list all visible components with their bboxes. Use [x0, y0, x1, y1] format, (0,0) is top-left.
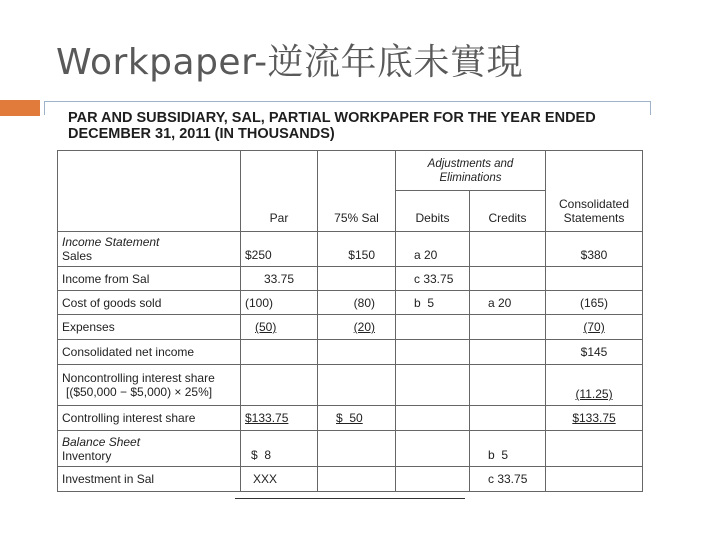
cell-sal-wrap	[318, 406, 396, 431]
row-label: Controlling interest share	[58, 406, 241, 431]
cell-consolidated: (11.25)	[575, 387, 613, 401]
cell-debits	[396, 406, 470, 431]
cell-credits: b 5	[470, 431, 546, 467]
header-adjustments-line2: Eliminations	[439, 171, 502, 184]
cell-consolidated	[546, 467, 643, 492]
row-label: Income from Sal	[58, 267, 241, 291]
cell-debits	[396, 315, 470, 340]
cell-par: $ 8	[241, 431, 318, 467]
header-adjustments	[396, 151, 546, 191]
row-label	[58, 365, 241, 406]
header-adjustments-line1: Adjustments and	[427, 157, 514, 170]
cell-consolidated	[546, 431, 643, 467]
frame-right-tick	[650, 101, 651, 115]
header-consolidated	[546, 151, 643, 232]
cell-par-wrap	[241, 406, 318, 431]
frame-top-rule	[44, 101, 650, 102]
cell-sal	[318, 267, 396, 291]
table-row	[58, 267, 643, 291]
cell-consolidated: $380	[546, 232, 643, 267]
table-row	[58, 431, 643, 467]
workpaper-title	[68, 110, 596, 142]
table-row	[58, 340, 643, 365]
cell-debits	[396, 467, 470, 492]
cell-credits	[470, 232, 546, 267]
cell-debits: a 20	[396, 232, 470, 267]
row-label: Consolidated net income	[58, 340, 241, 365]
slide-title: Workpaper-逆流年底未實現	[56, 42, 524, 83]
cell-par: (50)	[255, 320, 277, 334]
cell-sal-wrap	[318, 315, 396, 340]
header-blank-label	[58, 151, 241, 232]
table-row	[58, 406, 643, 431]
cell-debits: c 33.75	[396, 267, 470, 291]
cell-sal: (20)	[353, 320, 375, 334]
cell-par: $250	[241, 232, 318, 267]
cell-credits	[470, 406, 546, 431]
cell-debits	[396, 431, 470, 467]
bottom-rule	[235, 498, 465, 499]
header-par: Par	[241, 151, 318, 232]
row-label: Cost of goods sold	[58, 291, 241, 315]
accent-bar	[0, 100, 40, 116]
cell-debits: b 5	[396, 291, 470, 315]
section-heading-balance-sheet: Balance Sheet	[62, 434, 141, 449]
cell-par: $133.75	[245, 411, 289, 425]
cell-par: 33.75	[241, 267, 318, 291]
cell-sal: $ 50	[336, 411, 363, 425]
workpaper-title-line1: PAR AND SUBSIDIARY, SAL, PARTIAL WORKPAPER FOR THE YEAR ENDED	[68, 110, 596, 126]
cell-sal: $150	[318, 232, 396, 267]
row-label-text: Inventory	[62, 448, 112, 463]
header-consolidated-line2: Statements	[563, 211, 625, 225]
cell-consolidated: $133.75	[572, 411, 616, 425]
cell-sal	[318, 340, 396, 365]
cell-consolidated-wrap	[546, 365, 643, 406]
cell-credits	[470, 365, 546, 406]
header-credits: Credits	[470, 191, 546, 232]
cell-consolidated: (165)	[546, 291, 643, 315]
header-debits: Debits	[396, 191, 470, 232]
cell-sal	[318, 431, 396, 467]
cell-consolidated-wrap	[546, 406, 643, 431]
header-sal: 75% Sal	[318, 151, 396, 232]
cell-credits: a 20	[470, 291, 546, 315]
cell-sal: (80)	[318, 291, 396, 315]
table-row	[58, 291, 643, 315]
cell-par	[241, 340, 318, 365]
row-label: Investment in Sal	[58, 467, 241, 492]
workpaper-table-container	[57, 150, 642, 492]
row-label	[58, 431, 241, 467]
table-row	[58, 365, 643, 406]
header-consolidated-line1: Consolidated	[558, 197, 630, 211]
workpaper-title-line2: DECEMBER 31, 2011 (IN THOUSANDS)	[68, 126, 335, 142]
cell-consolidated: (70)	[583, 320, 605, 334]
row-label	[58, 232, 241, 267]
cell-par	[241, 365, 318, 406]
section-heading-income-statement: Income Statement	[62, 235, 160, 249]
header-row-1	[58, 151, 643, 191]
row-label: Expenses	[58, 315, 241, 340]
row-label-text: Sales	[62, 249, 93, 263]
cell-par: XXX	[241, 467, 318, 492]
cell-credits	[470, 267, 546, 291]
cell-sal	[318, 365, 396, 406]
cell-par-wrap	[241, 315, 318, 340]
cell-par: (100)	[241, 291, 318, 315]
cell-sal	[318, 467, 396, 492]
cell-debits	[396, 340, 470, 365]
row-label-text: Noncontrolling interest share	[62, 371, 215, 385]
workpaper-table	[57, 150, 643, 492]
cell-debits	[396, 365, 470, 406]
cell-credits	[470, 315, 546, 340]
table-row	[58, 467, 643, 492]
cell-consolidated	[546, 267, 643, 291]
cell-consolidated: $145	[546, 340, 643, 365]
cell-credits	[470, 340, 546, 365]
row-label-formula: [($50,000 − $5,000) × 25%]	[66, 385, 213, 399]
frame-left-tick	[44, 101, 45, 115]
table-row	[58, 232, 643, 267]
cell-consolidated-wrap	[546, 315, 643, 340]
cell-credits: c 33.75	[470, 467, 546, 492]
table-row	[58, 315, 643, 340]
